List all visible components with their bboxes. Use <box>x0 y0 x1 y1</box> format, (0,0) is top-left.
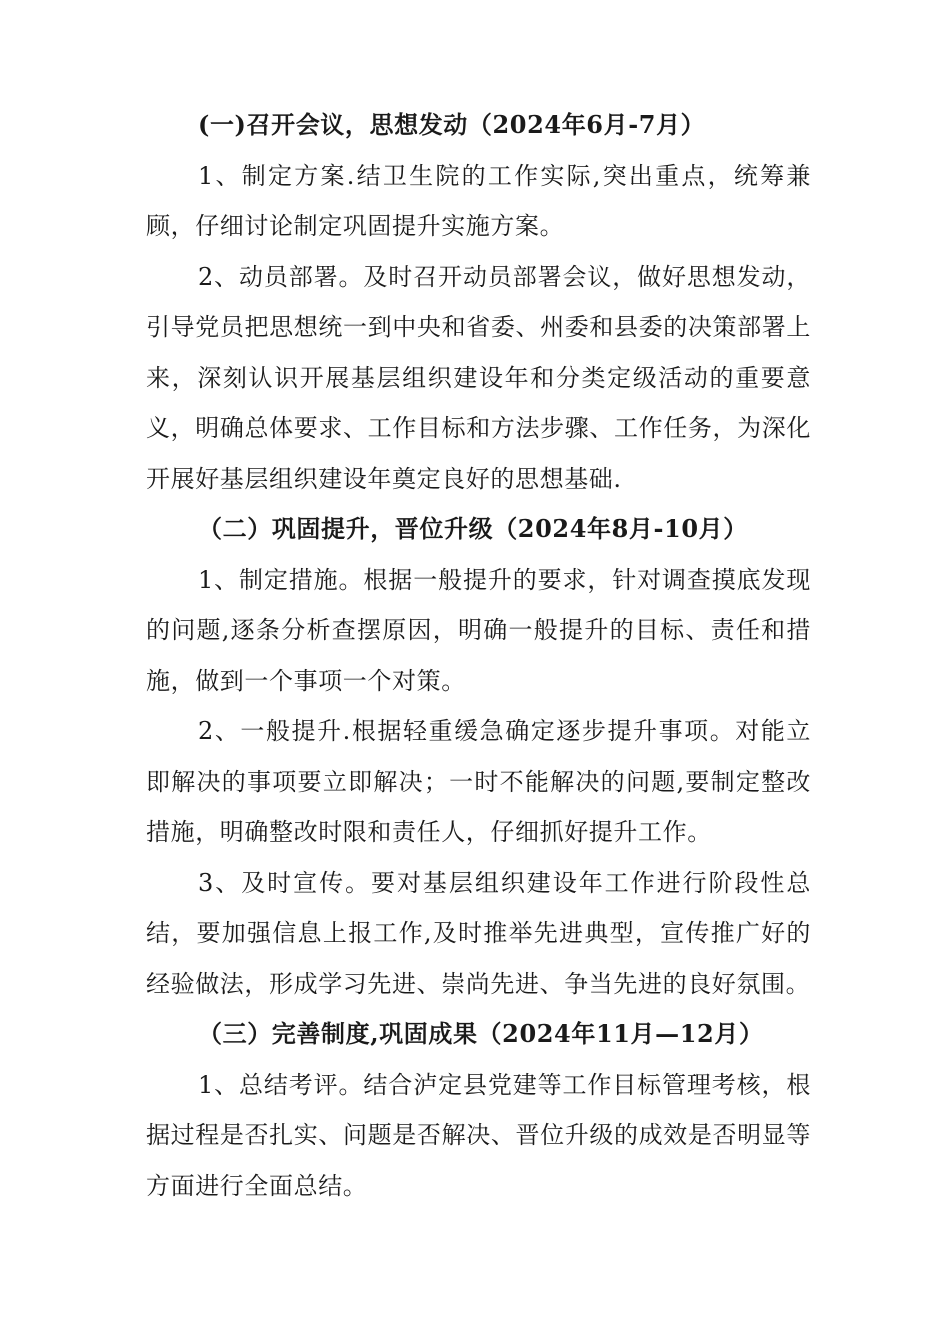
section-heading-1: (一)召开会议，思想发动（2024年6月-7月） <box>198 110 706 139</box>
paragraph-1-2: 2、动员部署。及时召开动员部署会议，做好思想发动，引导党员把思想统一到中央和省委、州委和县委的决策部署上来，深刻认识开展基层组织建设年和分类定级活动的重要意义，明确总体要求、工作目标和方法步骤、工作任务，为深化开展好基层组织建设年奠定良好的思想基础. <box>146 262 811 493</box>
paragraph-3-1: 1、总结考评。结合泸定县党建等工作目标管理考核，根据过程是否扎实、问题是否解决、晋位升级的成效是否明显等方面进行全面总结。 <box>146 1070 811 1200</box>
section-heading-3: （三）完善制度,巩固成果（2024年11月—12月） <box>198 1019 764 1048</box>
paragraph-2-3: 3、及时宣传。要对基层组织建设年工作进行阶段性总结，要加强信息上报工作,及时推举先进典型，宣传推广好的经验做法，形成学习先进、崇尚先进、争当先进的良好氛围。 <box>146 868 811 998</box>
paragraph-2-2: 2、一般提升.根据轻重缓急确定逐步提升事项。对能立即解决的事项要立即解决；一时不能解决的问题,要制定整改措施，明确整改时限和责任人，仔细抓好提升工作。 <box>146 717 811 846</box>
section-heading-2: （二）巩固提升，晋位升级（2024年8月-10月） <box>198 514 748 543</box>
paragraph-2-1: 1、制定措施。根据一般提升的要求，针对调查摸底发现的问题,逐条分析查摆原因，明确一般提升的目标、责任和措施，做到一个事项一个对策。 <box>146 565 811 695</box>
paragraph-1-1: 1、制定方案.结卫生院的工作实际,突出重点，统筹兼顾，仔细讨论制定巩固提升实施方案。 <box>146 161 811 240</box>
document-body <box>146 100 811 1211</box>
